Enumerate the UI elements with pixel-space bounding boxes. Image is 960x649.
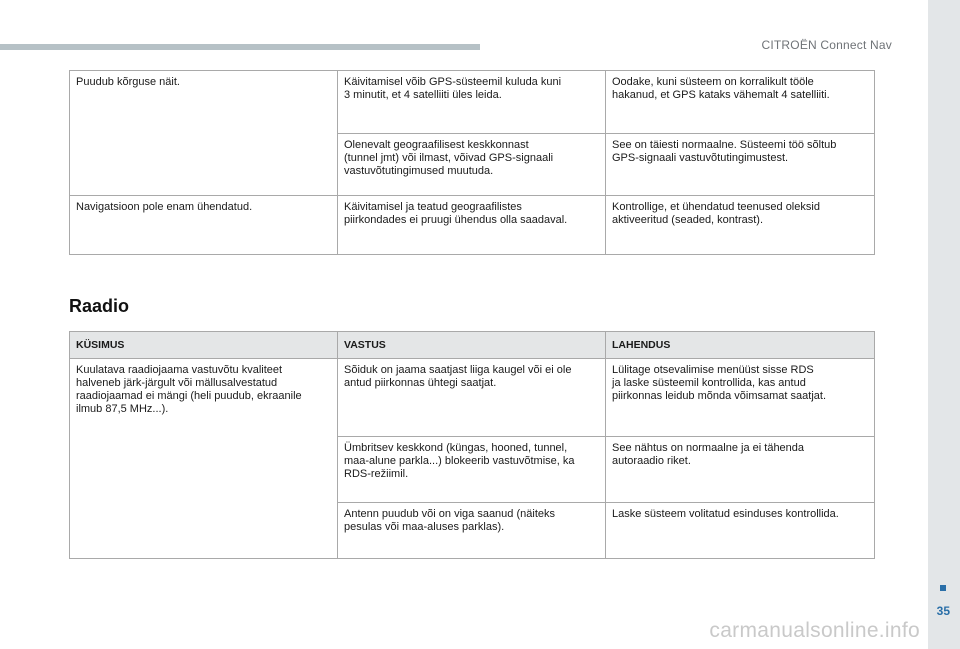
brand-title: CITROËN Connect Nav (761, 38, 892, 52)
solution-cell: Kontrollige, et ühendatud teenused oleksid aktiveeritud (seaded, kontrast). (606, 196, 875, 255)
issue-cell: Navigatsioon pole enam ühendatud. (70, 196, 338, 255)
table-row (70, 71, 875, 134)
table-row (70, 359, 875, 437)
column-header-answer: VASTUS (338, 332, 606, 359)
header-rule (0, 44, 480, 50)
cause-cell: Sõiduk on jaama saatjast liiga kaugel või ei ole antud piirkonnas ühtegi saatjat. (338, 359, 606, 437)
cause-cell: Käivitamisel võib GPS-süsteemil kuluda kuni 3 minutit, et 4 satelliiti üles leida. (338, 71, 606, 134)
page-number: 35 (936, 604, 950, 618)
page-marker (940, 585, 946, 591)
issue-cell: Puudub kõrguse näit. (70, 71, 338, 196)
solution-cell: See nähtus on normaalne ja ei tähenda autoraadio riket. (606, 437, 875, 503)
issue-cell: Kuulatava raadiojaama vastuvõtu kvaliteet halveneb järk-järgult või mällusalvestatud raadiojaamad ei mängi (heli puudub, ekraanile ilmub 87,5 MHz...). (70, 359, 338, 559)
section-title: Raadio (69, 296, 130, 316)
table-row (70, 196, 875, 255)
cause-cell: Antenn puudub või on viga saanud (näiteks pesulas või maa-aluses parklas). (338, 503, 606, 559)
cause-cell: Olenevalt geograafilisest keskkonnast (tunnel jmt) või ilmast, võivad GPS-signaali vastuvõtutingimused muutuda. (338, 134, 606, 196)
radio-troubleshooting-table (69, 331, 875, 559)
table-header-row (70, 332, 875, 359)
cause-cell: Käivitamisel ja teatud geograafilistes piirkondades ei pruugi ühendus olla saadaval. (338, 196, 606, 255)
column-header-solution: LAHENDUS (606, 332, 875, 359)
cause-cell: Ümbritsev keskkond (küngas, hooned, tunnel, maa-alune parkla...) blokeerib vastuvõtmise, ka RDS-režiimil. (338, 437, 606, 503)
solution-cell: See on täiesti normaalne. Süsteemi töö sõltub GPS-signaali vastuvõtutingimustest. (606, 134, 875, 196)
solution-cell: Oodake, kuni süsteem on korralikult tööle hakanud, et GPS kataks vähemalt 4 satelliiti. (606, 71, 875, 134)
side-band (928, 0, 960, 649)
solution-cell: Laske süsteem volitatud esinduses kontrollida. (606, 503, 875, 559)
column-header-question: KÜSIMUS (70, 332, 338, 359)
gps-troubleshooting-table (69, 70, 875, 255)
solution-cell: Lülitage otsevalimise menüüst sisse RDS ja laske süsteemil kontrollida, kas antud piirkonnas leidub mõnda võimsamat saatjat. (606, 359, 875, 437)
watermark: carmanualsonline.info (709, 619, 920, 642)
